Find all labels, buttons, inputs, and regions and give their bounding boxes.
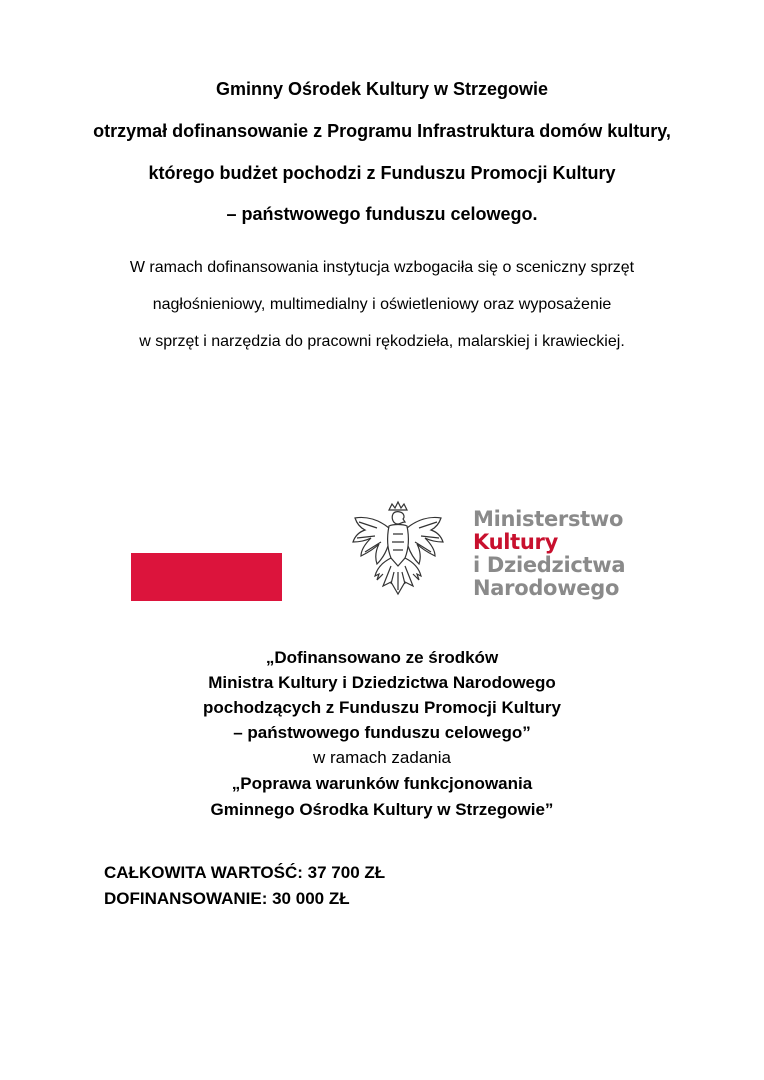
ministry-line-2: Kultury (473, 530, 558, 554)
ministry-line-4: Narodowego (473, 576, 620, 600)
header-line-4: – państwowego funduszu celowego. (226, 204, 538, 224)
header-line-1: Gminny Ośrodek Kultury w Strzegowie (215, 79, 549, 99)
totals-block (104, 860, 385, 912)
polish-flag (131, 553, 282, 601)
ministry-line-3: i Dziedzictwa (473, 553, 626, 577)
description-line-1: W ramach dofinansowania instytucja wzbogaciła się o sceniczny sprzęt (129, 259, 635, 276)
funding-line-7: Gminnego Ośrodka Kultury w Strzegowie” (210, 800, 554, 819)
description-line-3: w sprzęt i narzędzia do pracowni rękodzieła, malarskiej i krawieckiej. (139, 333, 625, 350)
white-eagle-emblem-icon (349, 500, 447, 604)
funding-line-1: „Dofinansowano ze środków (265, 648, 499, 667)
funding-line-4: – państwowego funduszu celowego” (233, 723, 531, 742)
subsidy-value: DOFINANSOWANIE: 30 000 ZŁ (104, 889, 350, 908)
funding-line-2: Ministra Kultury i Dziedzictwa Narodowego (208, 673, 556, 692)
funding-line-6: „Poprawa warunków funkcjonowania (231, 774, 533, 793)
ministry-line-1: Ministerstwo (473, 507, 624, 531)
total-value: CAŁKOWITA WARTOŚĆ: 37 700 ZŁ (104, 863, 386, 882)
funding-line-5: w ramach zadania (313, 748, 451, 767)
header-line-3: którego budżet pochodzi z Funduszu Promocji Kultury (148, 163, 616, 183)
description-line-2: nagłośnieniowy, multimedialny i oświetleniowy oraz wyposażenie (152, 296, 612, 313)
ministry-logo-text (473, 508, 625, 600)
header-line-2: otrzymał dofinansowanie z Programu Infrastruktura domów kultury, (93, 121, 671, 141)
funding-line-3: pochodzących z Funduszu Promocji Kultury (203, 698, 561, 717)
